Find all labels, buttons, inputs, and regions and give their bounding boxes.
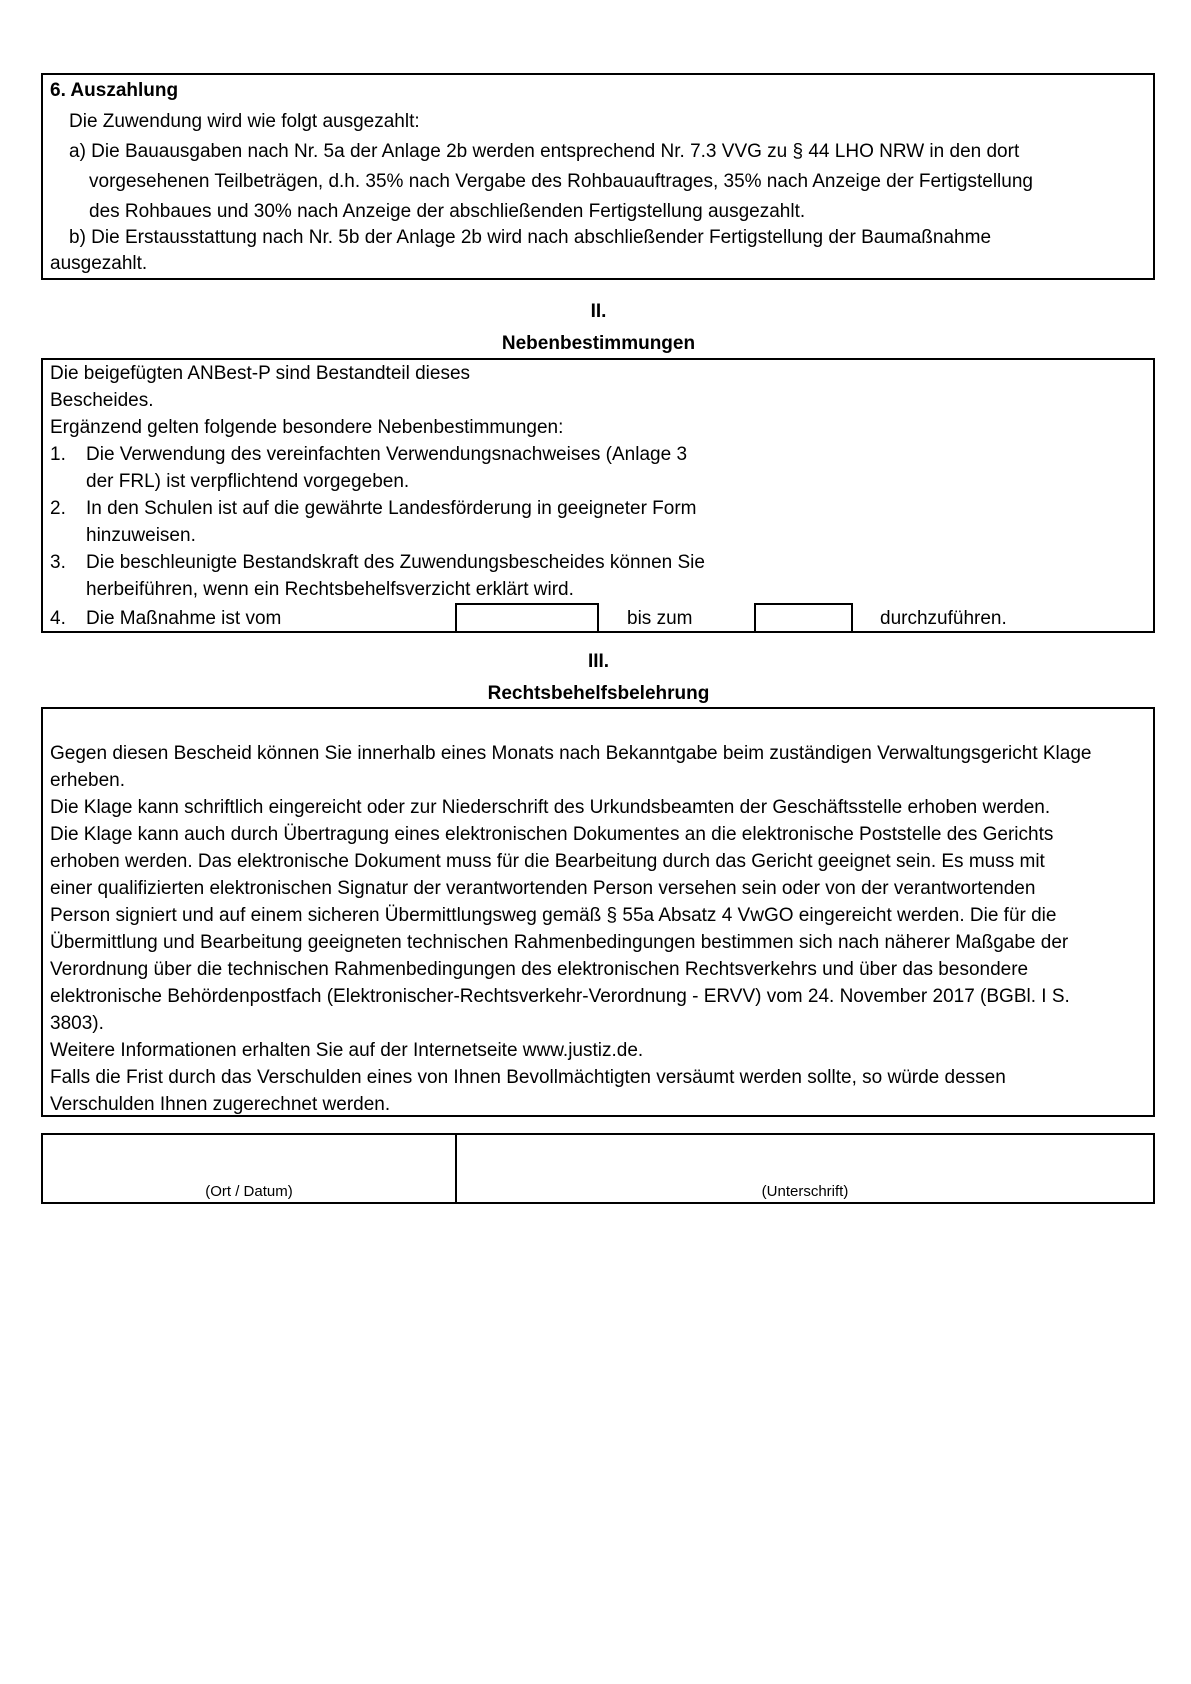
place-date-label: (Ort / Datum) [205, 1183, 293, 1200]
section2-numeral: II. [590, 301, 607, 322]
legal-text-line: einer qualifizierten elektronischen Signatur der verantwortenden Person versehen sein oder von der verantwortenden [50, 878, 1036, 899]
item-text: Die beschleunigte Bestandskraft des Zuwendungsbescheides können Sie [86, 552, 705, 573]
section2-line2: Bescheides. [50, 390, 154, 411]
item-number: 2. [50, 498, 66, 519]
legal-text-line: Gegen diesen Bescheid können Sie innerhalb eines Monats nach Bekanntgabe beim zuständigen Verwaltungsgericht Klage [50, 743, 1092, 764]
measure-to-label: bis zum [627, 608, 693, 629]
section6-title: 6. Auszahlung [50, 80, 179, 101]
section2-heading: Nebenbestimmungen [501, 333, 696, 354]
legal-text-line: Weitere Informationen erhalten Sie auf der Internetseite www.justiz.de. [50, 1040, 644, 1061]
section6-intro: Die Zuwendung wird wie folgt ausgezahlt: [69, 111, 420, 132]
section3-numeral: III. [587, 651, 610, 672]
legal-text-line: elektronische Behördenpostfach (Elektronischer-Rechtsverkehr-Verordnung - ERVV) vom 24. November 2017 (BGBl. I S. [50, 986, 1070, 1007]
legal-text-line: Die Klage kann auch durch Übertragung eines elektronischen Dokumentes an die elektronische Poststelle des Gerichts [50, 824, 1054, 845]
legal-text-line: erhoben werden. Das elektronische Dokument muss für die Bearbeitung durch das Gericht geeignet sein. Es muss mit [50, 851, 1045, 872]
item-number: 4. [50, 608, 66, 629]
item-text: herbeiführen, wenn ein Rechtsbehelfsverzicht erklärt wird. [86, 579, 574, 600]
legal-text-line: Die Klage kann schriftlich eingereicht oder zur Niederschrift des Urkundsbeamten der Geschäftsstelle erhoben werden. [50, 797, 1051, 818]
legal-text-line: Verschulden Ihnen zugerechnet werden. [50, 1094, 391, 1115]
section2-line3: Ergänzend gelten folgende besondere Nebenbestimmungen: [50, 417, 564, 438]
section6-a-line2: vorgesehenen Teilbeträgen, d.h. 35% nach Vergabe des Rohbauauftrages, 35% nach Anzeige der Fertigstellung [89, 171, 1033, 192]
section6-a-line3: des Rohbaues und 30% nach Anzeige der abschließenden Fertigstellung ausgezahlt. [89, 201, 806, 222]
measure-from-label: Die Maßnahme ist vom [86, 608, 282, 629]
item-text: Die Verwendung des vereinfachten Verwendungsnachweises (Anlage 3 [86, 444, 688, 465]
signature-label: (Unterschrift) [761, 1183, 849, 1200]
item-number: 1. [50, 444, 66, 465]
end-date-field[interactable] [754, 603, 853, 633]
legal-text-line: 3803). [50, 1013, 104, 1034]
legal-text-line: erheben. [50, 770, 126, 791]
measure-end-label: durchzuführen. [880, 608, 1007, 629]
section2-line1: Die beigefügten ANBest-P sind Bestandteil dieses [50, 363, 471, 384]
item-text: In den Schulen ist auf die gewährte Landesförderung in geeigneter Form [86, 498, 697, 519]
item-text: der FRL) ist verpflichtend vorgegeben. [86, 471, 410, 492]
section6-b-line2: ausgezahlt. [50, 253, 148, 274]
start-date-field[interactable] [455, 603, 599, 633]
section6-a-line1: a) Die Bauausgaben nach Nr. 5a der Anlage 2b werden entsprechend Nr. 7.3 VVG zu § 44 LHO NRW in den dort [69, 141, 1020, 162]
legal-text-line: Verordnung über die technischen Rahmenbedingungen des elektronischen Rechtsverkehrs und über das besondere [50, 959, 1029, 980]
item-text: hinzuweisen. [86, 525, 196, 546]
section6-b-line1: b) Die Erstausstattung nach Nr. 5b der Anlage 2b wird nach abschließender Fertigstellung der Baumaßnahme [69, 227, 992, 248]
section3-heading: Rechtsbehelfsbelehrung [487, 683, 710, 704]
legal-text-line: Falls die Frist durch das Verschulden eines von Ihnen Bevollmächtigten versäumt werden sollte, so würde dessen [50, 1067, 1006, 1088]
legal-text-line: Person signiert und auf einem sicheren Übermittlungsweg gemäß § 55a Absatz 4 VwGO eingereicht werden. Die für die [50, 905, 1057, 926]
item-number: 3. [50, 552, 66, 573]
legal-text-line: Übermittlung und Bearbeitung geeigneten technischen Rahmenbedingungen bestimmen sich nach näherer Maßgabe der [50, 932, 1069, 953]
